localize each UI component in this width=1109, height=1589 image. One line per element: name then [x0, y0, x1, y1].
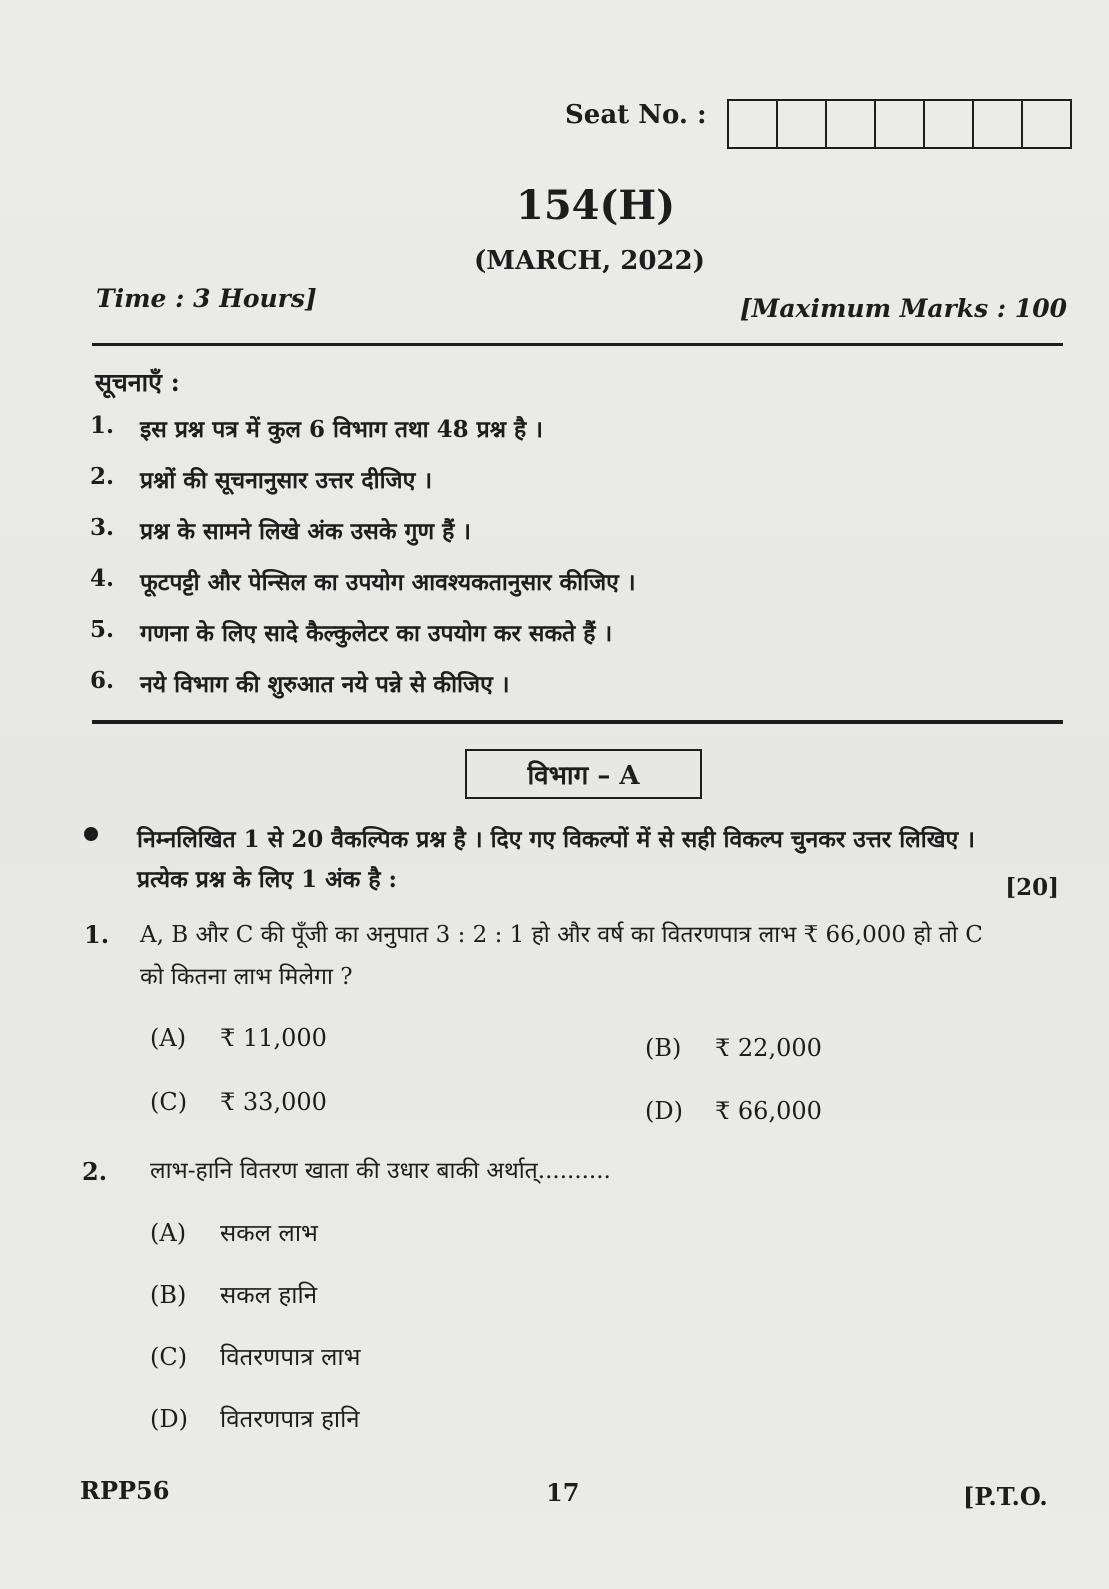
instruction-text: गणना के लिए सादे कैल्कुलेटर का उपयोग कर सकते हैं ।: [140, 620, 613, 647]
option-label: (C): [150, 1343, 188, 1371]
instruction-number: 1.: [90, 412, 115, 439]
instruction-text: इस प्रश्न पत्र में कुल 6 विभाग तथा 48 प्रश्न है ।: [140, 416, 543, 443]
option-label: (B): [150, 1281, 187, 1309]
option-label: (B): [645, 1034, 682, 1062]
paper-code: 154(H): [516, 182, 676, 229]
header-divider: [92, 343, 1063, 346]
instructions-divider: [92, 720, 1063, 724]
option-text: सकल लाभ: [220, 1219, 318, 1247]
option-c: [150, 1088, 327, 1116]
seat-box: [729, 101, 778, 147]
instructions-list: [90, 412, 636, 718]
instruction-item: [90, 667, 636, 718]
page-number: 17: [546, 1478, 580, 1507]
option-text: वितरणपात्र लाभ: [220, 1343, 361, 1371]
option-d: [645, 1097, 822, 1125]
instruction-text: प्रश्न के सामने लिखे अंक उसके गुण हैं ।: [140, 518, 472, 545]
section-instruction: निम्नलिखित 1 से 20 वैकल्पिक प्रश्न है । दिए गए विकल्पों में से सही विकल्प चुनकर उत्तर लिखिए । प्रत्येक प्रश्न के लिए 1 अंक है :: [137, 826, 975, 893]
option-text: ₹ 33,000: [220, 1088, 327, 1116]
option-text: वितरणपात्र हानि: [220, 1405, 360, 1433]
option-label: (A): [150, 1219, 187, 1247]
instruction-item: [90, 463, 636, 514]
instruction-number: 2.: [90, 463, 115, 490]
option-text: ₹ 22,000: [715, 1034, 822, 1062]
bullet-icon: [84, 827, 98, 841]
maximum-marks: [Maximum Marks : 100: [739, 294, 1067, 323]
question-number: 1.: [84, 920, 110, 949]
option-b: [150, 1278, 317, 1311]
exam-month: (MARCH, 2022): [474, 246, 705, 276]
footer-code: RPP56: [80, 1476, 170, 1505]
question-text: लाभ-हानि वितरण खाता की उधार बाकी अर्थात्..........: [150, 1158, 611, 1184]
option-b: [645, 1034, 822, 1062]
instruction-item: [90, 565, 636, 616]
option-c: [150, 1340, 361, 1373]
seat-box: [876, 101, 925, 147]
option-a: [150, 1024, 327, 1052]
instructions-heading: सूचनाएँ :: [95, 368, 180, 397]
instruction-number: 6.: [90, 667, 115, 694]
please-turn-over: [P.T.O.: [963, 1482, 1048, 1511]
seat-box: [778, 101, 827, 147]
instruction-item: [90, 514, 636, 565]
instruction-item: [90, 412, 636, 463]
seat-box: [925, 101, 974, 147]
question-number: 2.: [82, 1157, 108, 1186]
option-a: [150, 1216, 318, 1249]
section-marks: [20]: [1005, 874, 1059, 901]
option-label: (D): [645, 1097, 683, 1125]
seat-box: [827, 101, 876, 147]
option-d: [150, 1402, 360, 1435]
instruction-number: 3.: [90, 514, 115, 541]
section-title: विभाग – A: [527, 761, 640, 791]
question-text: A, B और C की पूँजी का अनुपात 3 : 2 : 1 हो और वर्ष का वितरणपात्र लाभ ₹ 66,000 हो तो C को कितना लाभ मिलेगा ?: [140, 922, 983, 990]
instruction-text: फूटपट्टी और पेन्सिल का उपयोग आवश्यकतानुसार कीजिए ।: [140, 569, 636, 596]
option-text: ₹ 66,000: [715, 1097, 822, 1125]
instruction-item: [90, 616, 636, 667]
section-title-box: [465, 749, 702, 799]
option-label: (C): [150, 1088, 188, 1116]
time-allowed: Time : 3 Hours]: [96, 284, 317, 313]
option-text: सकल हानि: [220, 1281, 318, 1309]
instruction-number: 5.: [90, 616, 115, 643]
option-text: ₹ 11,000: [220, 1024, 327, 1052]
seat-number-label: Seat No. :: [565, 100, 707, 130]
instruction-text: नये विभाग की शुरुआत नये पन्ने से कीजिए ।: [140, 671, 510, 698]
seat-box: [974, 101, 1023, 147]
instruction-number: 4.: [90, 565, 115, 592]
seat-box: [1023, 101, 1070, 147]
instruction-text: प्रश्नों की सूचनानुसार उत्तर दीजिए ।: [140, 467, 433, 494]
option-label: (D): [150, 1405, 188, 1433]
option-label: (A): [150, 1024, 187, 1052]
seat-number-boxes: [727, 99, 1072, 149]
